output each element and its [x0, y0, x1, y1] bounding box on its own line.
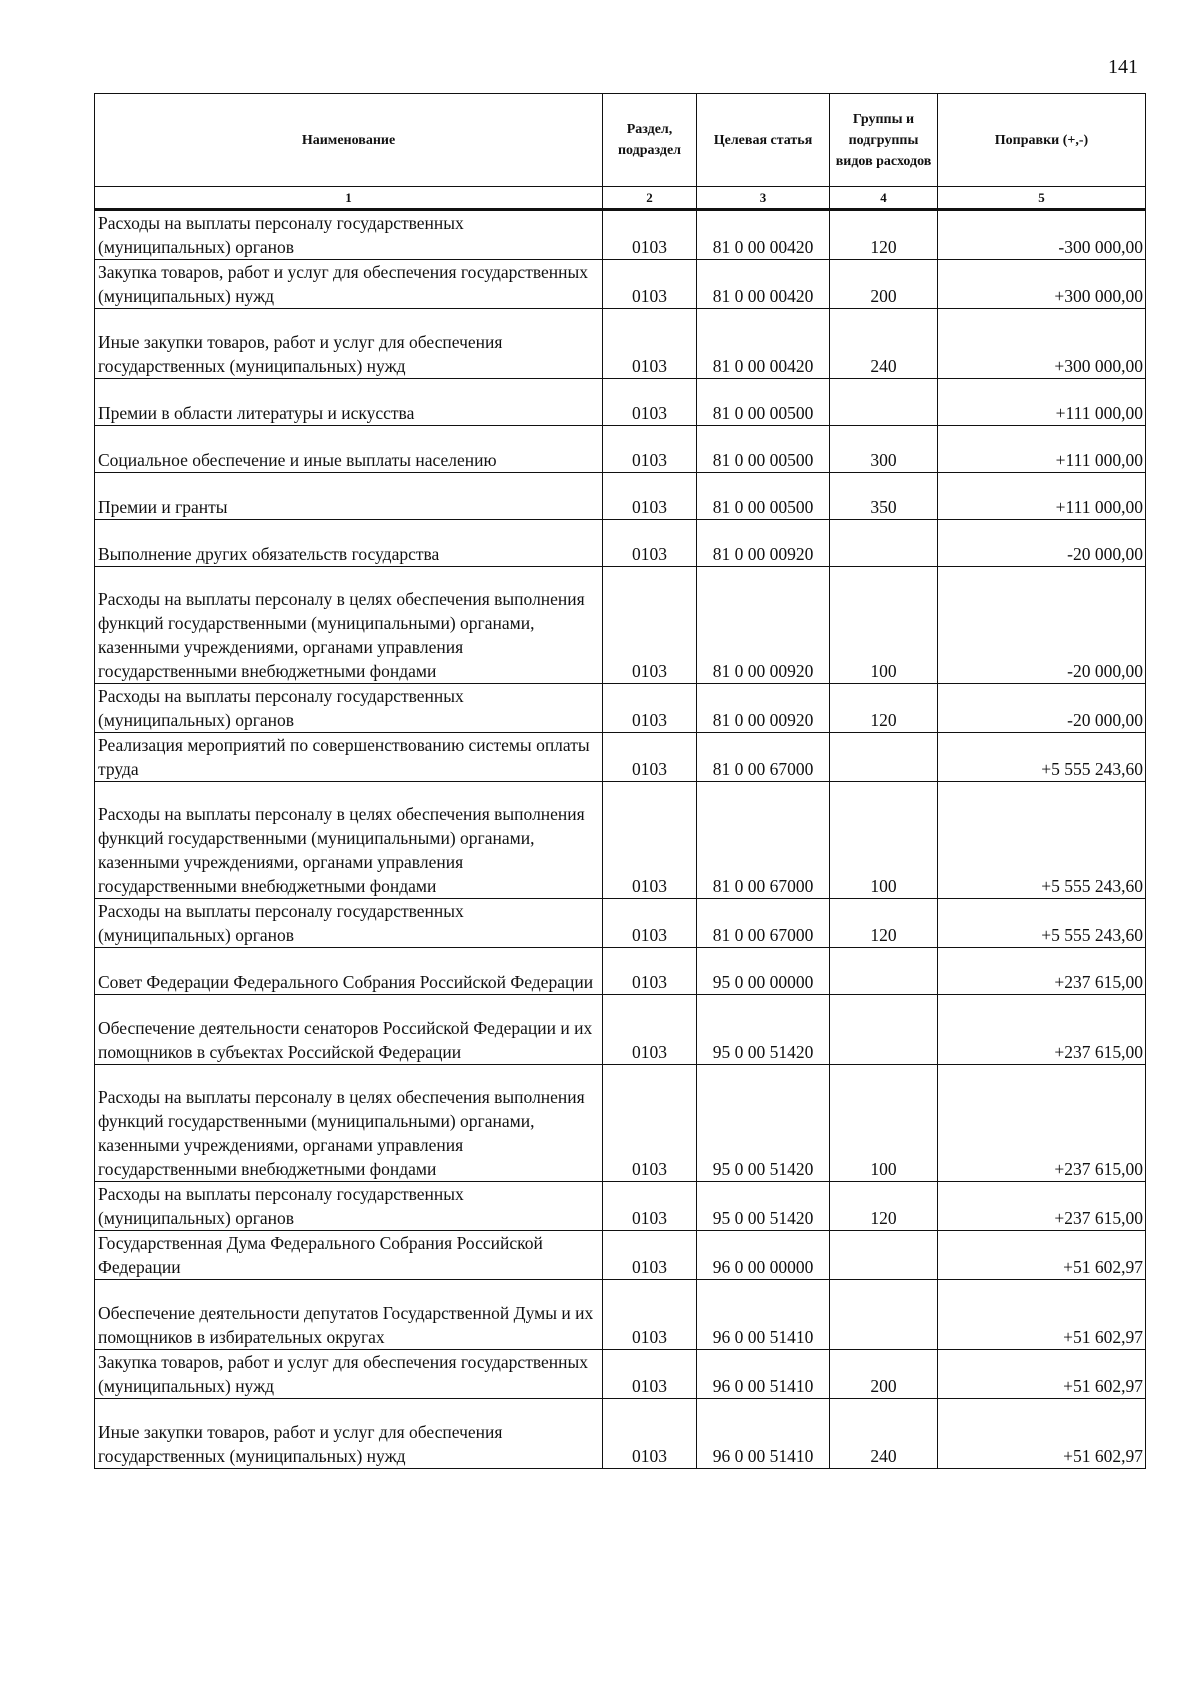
- row-section: 0103: [603, 1399, 697, 1469]
- row-name: Выполнение других обязательств государства: [95, 520, 603, 567]
- row-section: 0103: [603, 948, 697, 995]
- table-row: [95, 473, 1146, 520]
- table-header: [95, 94, 1146, 210]
- row-section: 0103: [603, 733, 697, 782]
- row-section: 0103: [603, 1065, 697, 1182]
- row-name: Расходы на выплаты персоналу государственных (муниципальных) органов: [95, 684, 603, 733]
- header-section: Раздел, подраздел: [603, 94, 697, 187]
- table-row: [95, 309, 1146, 379]
- row-name: Совет Федерации Федерального Собрания Российской Федерации: [95, 948, 603, 995]
- row-name: Реализация мероприятий по совершенствованию системы оплаты труда: [95, 733, 603, 782]
- row-target: 95 0 00 51420: [697, 995, 830, 1065]
- row-group: 200: [830, 1350, 938, 1399]
- header-amendments: Поправки (+,-): [938, 94, 1146, 187]
- table-row: [95, 426, 1146, 473]
- row-amount: +5 555 243,60: [938, 733, 1146, 782]
- table-row: [95, 782, 1146, 899]
- row-amount: +111 000,00: [938, 426, 1146, 473]
- table-row: [95, 567, 1146, 684]
- row-group: 120: [830, 899, 938, 948]
- table-row: [95, 1399, 1146, 1469]
- table-row: [95, 684, 1146, 733]
- row-group: [830, 1280, 938, 1350]
- row-target: 95 0 00 00000: [697, 948, 830, 995]
- row-group: 100: [830, 567, 938, 684]
- row-target: 81 0 00 00420: [697, 210, 830, 260]
- row-section: 0103: [603, 1280, 697, 1350]
- row-target: 96 0 00 00000: [697, 1231, 830, 1280]
- row-amount: +5 555 243,60: [938, 899, 1146, 948]
- row-group: 200: [830, 260, 938, 309]
- table-row: [95, 733, 1146, 782]
- row-name: Обеспечение деятельности депутатов Государственной Думы и их помощников в избирательных округах: [95, 1280, 603, 1350]
- row-section: 0103: [603, 995, 697, 1065]
- table-row: [95, 1231, 1146, 1280]
- row-name: Расходы на выплаты персоналу государственных (муниципальных) органов: [95, 899, 603, 948]
- budget-amendments-table: [94, 93, 1146, 1469]
- column-number: 5: [938, 187, 1146, 210]
- row-section: 0103: [603, 782, 697, 899]
- row-target: 96 0 00 51410: [697, 1350, 830, 1399]
- table-row: [95, 899, 1146, 948]
- row-section: 0103: [603, 473, 697, 520]
- row-target: 81 0 00 00920: [697, 567, 830, 684]
- row-target: 81 0 00 67000: [697, 733, 830, 782]
- row-section: 0103: [603, 426, 697, 473]
- row-name: Обеспечение деятельности сенаторов Российской Федерации и их помощников в субъектах Российской Федерации: [95, 995, 603, 1065]
- table-row: [95, 210, 1146, 260]
- row-amount: +51 602,97: [938, 1399, 1146, 1469]
- row-name: Расходы на выплаты персоналу в целях обеспечения выполнения функций государственными (муниципальными) органами, казенными учреждениями, органами управления государственными внебюджетными фондами: [95, 782, 603, 899]
- row-target: 95 0 00 51420: [697, 1065, 830, 1182]
- row-amount: +300 000,00: [938, 309, 1146, 379]
- row-amount: +237 615,00: [938, 948, 1146, 995]
- row-amount: +300 000,00: [938, 260, 1146, 309]
- row-amount: +51 602,97: [938, 1350, 1146, 1399]
- row-group: 120: [830, 1182, 938, 1231]
- row-amount: +111 000,00: [938, 473, 1146, 520]
- row-group: 240: [830, 309, 938, 379]
- row-section: 0103: [603, 684, 697, 733]
- row-target: 96 0 00 51410: [697, 1280, 830, 1350]
- header-target: Целевая статья: [697, 94, 830, 187]
- row-name: Иные закупки товаров, работ и услуг для обеспечения государственных (муниципальных) нужд: [95, 1399, 603, 1469]
- header-groups: Группы и подгруппы видов расходов: [830, 94, 938, 187]
- row-target: 96 0 00 51410: [697, 1399, 830, 1469]
- row-amount: -20 000,00: [938, 567, 1146, 684]
- row-section: 0103: [603, 1231, 697, 1280]
- row-group: 350: [830, 473, 938, 520]
- table-row: [95, 379, 1146, 426]
- row-section: 0103: [603, 210, 697, 260]
- row-target: 95 0 00 51420: [697, 1182, 830, 1231]
- row-group: 120: [830, 210, 938, 260]
- row-group: 300: [830, 426, 938, 473]
- column-number: 1: [95, 187, 603, 210]
- row-amount: +5 555 243,60: [938, 782, 1146, 899]
- table-row: [95, 1350, 1146, 1399]
- row-section: 0103: [603, 1350, 697, 1399]
- row-amount: +51 602,97: [938, 1231, 1146, 1280]
- row-group: [830, 995, 938, 1065]
- row-amount: +51 602,97: [938, 1280, 1146, 1350]
- row-name: Премии и гранты: [95, 473, 603, 520]
- row-name: Государственная Дума Федерального Собрания Российской Федерации: [95, 1231, 603, 1280]
- row-amount: -20 000,00: [938, 684, 1146, 733]
- row-target: 81 0 00 00500: [697, 473, 830, 520]
- row-target: 81 0 00 67000: [697, 899, 830, 948]
- row-name: Закупка товаров, работ и услуг для обеспечения государственных (муниципальных) нужд: [95, 260, 603, 309]
- row-name: Премии в области литературы и искусства: [95, 379, 603, 426]
- table-row: [95, 995, 1146, 1065]
- table-row: [95, 260, 1146, 309]
- table-row: [95, 948, 1146, 995]
- row-section: 0103: [603, 379, 697, 426]
- row-name: Социальное обеспечение и иные выплаты населению: [95, 426, 603, 473]
- row-section: 0103: [603, 899, 697, 948]
- row-name: Иные закупки товаров, работ и услуг для обеспечения государственных (муниципальных) нужд: [95, 309, 603, 379]
- row-section: 0103: [603, 567, 697, 684]
- row-amount: +111 000,00: [938, 379, 1146, 426]
- page-number: 141: [1108, 56, 1138, 78]
- table-body: [95, 210, 1146, 1469]
- row-amount: +237 615,00: [938, 1182, 1146, 1231]
- row-group: 100: [830, 1065, 938, 1182]
- header-name: Наименование: [95, 94, 603, 187]
- row-group: [830, 520, 938, 567]
- row-section: 0103: [603, 309, 697, 379]
- row-section: 0103: [603, 260, 697, 309]
- row-group: [830, 379, 938, 426]
- row-target: 81 0 00 67000: [697, 782, 830, 899]
- table-row: [95, 520, 1146, 567]
- row-name: Расходы на выплаты персоналу в целях обеспечения выполнения функций государственными (муниципальными) органами, казенными учреждениями, органами управления государственными внебюджетными фондами: [95, 567, 603, 684]
- row-section: 0103: [603, 520, 697, 567]
- row-name: Закупка товаров, работ и услуг для обеспечения государственных (муниципальных) нужд: [95, 1350, 603, 1399]
- row-target: 81 0 00 00500: [697, 426, 830, 473]
- row-section: 0103: [603, 1182, 697, 1231]
- row-target: 81 0 00 00920: [697, 520, 830, 567]
- column-number: 2: [603, 187, 697, 210]
- row-group: 120: [830, 684, 938, 733]
- row-target: 81 0 00 00420: [697, 309, 830, 379]
- table-row: [95, 1065, 1146, 1182]
- row-target: 81 0 00 00500: [697, 379, 830, 426]
- row-group: 100: [830, 782, 938, 899]
- row-amount: -20 000,00: [938, 520, 1146, 567]
- row-name: Расходы на выплаты персоналу государственных (муниципальных) органов: [95, 210, 603, 260]
- row-name: Расходы на выплаты персоналу в целях обеспечения выполнения функций государственными (муниципальными) органами, казенными учреждениями, органами управления государственными внебюджетными фондами: [95, 1065, 603, 1182]
- row-group: [830, 733, 938, 782]
- row-group: [830, 948, 938, 995]
- table-row: [95, 1182, 1146, 1231]
- row-name: Расходы на выплаты персоналу государственных (муниципальных) органов: [95, 1182, 603, 1231]
- row-group: [830, 1231, 938, 1280]
- column-number: 3: [697, 187, 830, 210]
- row-group: 240: [830, 1399, 938, 1469]
- table-row: [95, 1280, 1146, 1350]
- row-amount: +237 615,00: [938, 1065, 1146, 1182]
- row-amount: -300 000,00: [938, 210, 1146, 260]
- column-number: 4: [830, 187, 938, 210]
- row-target: 81 0 00 00420: [697, 260, 830, 309]
- row-target: 81 0 00 00920: [697, 684, 830, 733]
- row-amount: +237 615,00: [938, 995, 1146, 1065]
